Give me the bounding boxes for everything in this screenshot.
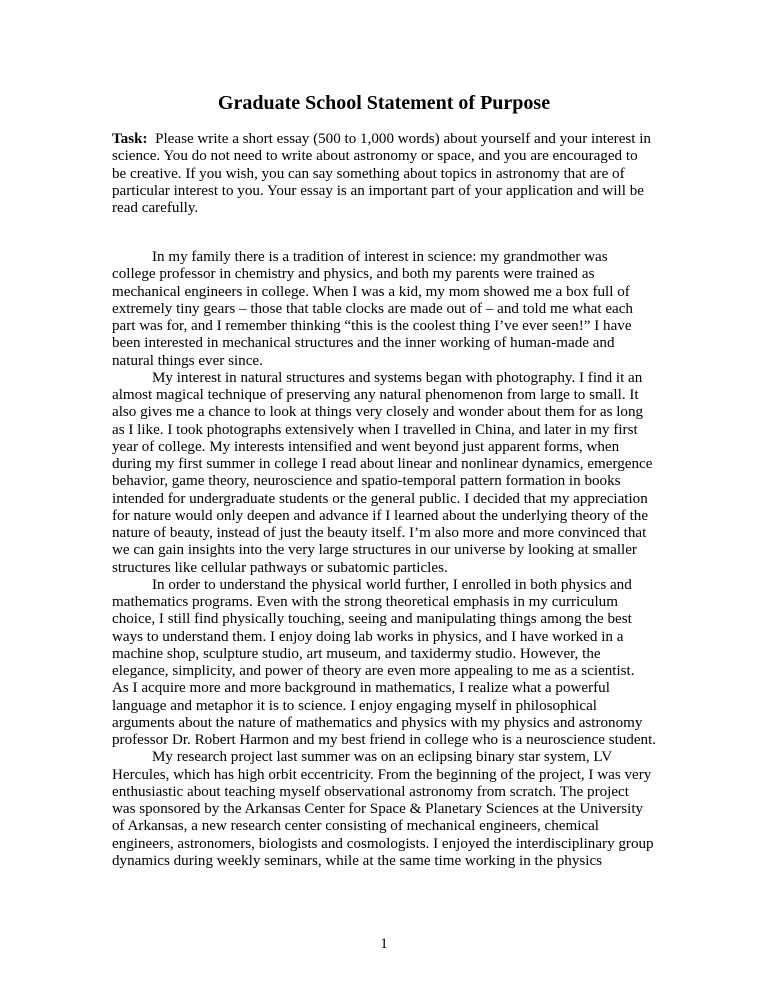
essay-paragraph xyxy=(112,369,653,577)
paragraph-line: As I acquire more and more background in mathematics, I realize what a powerful xyxy=(112,680,610,697)
task-line-text: Please write a short essay (500 to 1,000 words) about yourself and your interest in xyxy=(147,131,651,147)
task-line: particular interest to you. Your essay is an important part of your application and will be xyxy=(112,182,644,199)
essay-paragraph xyxy=(112,749,654,870)
paragraph-line: year of college. My interests intensified and went beyond just apparent forms, when xyxy=(112,438,620,455)
paragraph-line: mathematics programs. Even with the strong theoretical emphasis in my curriculum xyxy=(112,594,618,610)
paragraph-line: been interested in mechanical structures and the inner working of human-made and xyxy=(112,335,615,352)
paragraph-line: during my first summer in college I read about linear and nonlinear dynamics, emergence xyxy=(112,456,653,472)
paragraph-line: My research project last summer was on an eclipsing binary star system, LV xyxy=(152,749,613,766)
task-line: science. You do not need to write about astronomy or space, and you are encouraged to xyxy=(112,148,638,165)
paragraph-line: behavior, game theory, neuroscience and spatio-temporal pattern formation in books xyxy=(112,473,621,490)
paragraph-line: machine shop, sculpture studio, art museum, and taxidermy studio. However, the xyxy=(112,645,601,662)
paragraph-line: My interest in natural structures and systems began with photography. I find it an xyxy=(152,369,643,386)
paragraph-line: intended for undergraduate students or the general public. I decided that my appreciation xyxy=(112,490,648,507)
paragraph-line: ways to understand them. I enjoy doing lab works in physics, and I have worked in a xyxy=(112,628,624,645)
task-label: Task: xyxy=(112,131,148,147)
essay-paragraph xyxy=(112,576,657,750)
paragraph-line: also gives me a chance to look at things very closely and wonder about them for as long xyxy=(112,404,644,421)
paragraph-line: elegance, simplicity, and power of theory are even more appealing to me as a scientist. xyxy=(112,663,635,679)
paragraph-line: structures like cellular pathways or subatomic particles. xyxy=(112,559,448,576)
paragraph-line: arguments about the nature of mathematics and physics with my physics and astronomy xyxy=(112,714,643,731)
document-title: Graduate School Statement of Purpose xyxy=(217,92,551,114)
paragraph-line: enthusiastic about teaching myself observational astronomy from scratch. The project xyxy=(112,783,629,800)
paragraph-line: college professor in chemistry and physics, and both my parents were trained as xyxy=(112,266,595,283)
paragraph-line: we can gain insights into the very large structures in our universe by looking at smaller xyxy=(112,542,637,559)
paragraph-line: as I like. I took photographs extensively when I travelled in China, and later in my first xyxy=(112,421,638,438)
paragraph-line: almost magical technique of preserving any natural phenomenon from large to small. It xyxy=(112,387,639,403)
paragraph-line: extremely tiny gears – those that table clocks are made out of – and told me what each xyxy=(112,300,633,317)
task-instructions xyxy=(112,131,651,217)
paragraph-line: mechanical engineers in college. When I was a kid, my mom showed me a box full of xyxy=(112,283,630,300)
paragraph-line: choice, I still find physically touching, seeing and manipulating things among the best xyxy=(112,611,632,628)
paragraph-line: for nature would only deepen and advance if I learned about the underlying theory of the xyxy=(112,507,649,524)
paragraph-line: In my family there is a tradition of interest in science: my grandmother was xyxy=(152,249,608,265)
task-line xyxy=(112,131,651,148)
essay-paragraph xyxy=(112,249,632,370)
paragraph-line: engineers, astronomers, biologists and cosmologists. I enjoyed the interdisciplinary group xyxy=(112,835,654,852)
paragraph-line: language and metaphor it is to science. I enjoy engaging myself in philosophical xyxy=(112,697,597,714)
paragraph-line: part was for, and I remember thinking “this is the coolest thing I’ve ever seen!” I have xyxy=(112,318,632,334)
task-line: read carefully. xyxy=(112,200,199,216)
paragraph-line: professor Dr. Robert Harmon and my best friend in college who is a neuroscience student. xyxy=(112,732,657,748)
paragraph-line: of Arkansas, a new research center consisting of mechanical engineers, chemical xyxy=(112,818,599,835)
paragraph-line: In order to understand the physical world further, I enrolled in both physics and xyxy=(152,576,632,593)
paragraph-line: dynamics during weekly seminars, while at the same time working in the physics xyxy=(112,852,603,869)
paragraph-line: nature of beauty, instead of just the beauty itself. I’m also more and more convinced that xyxy=(112,525,647,541)
paragraph-line: natural things ever since. xyxy=(112,352,263,369)
task-line: be creative. If you wish, you can say something about topics in astronomy that are of xyxy=(112,165,625,182)
essay-body xyxy=(112,249,657,870)
paragraph-line: Hercules, which has high orbit eccentricity. From the beginning of the project, I was very xyxy=(112,766,652,783)
page-number: 1 xyxy=(380,936,388,952)
paragraph-line: was sponsored by the Arkansas Center for Space & Planetary Sciences at the University xyxy=(112,801,644,817)
